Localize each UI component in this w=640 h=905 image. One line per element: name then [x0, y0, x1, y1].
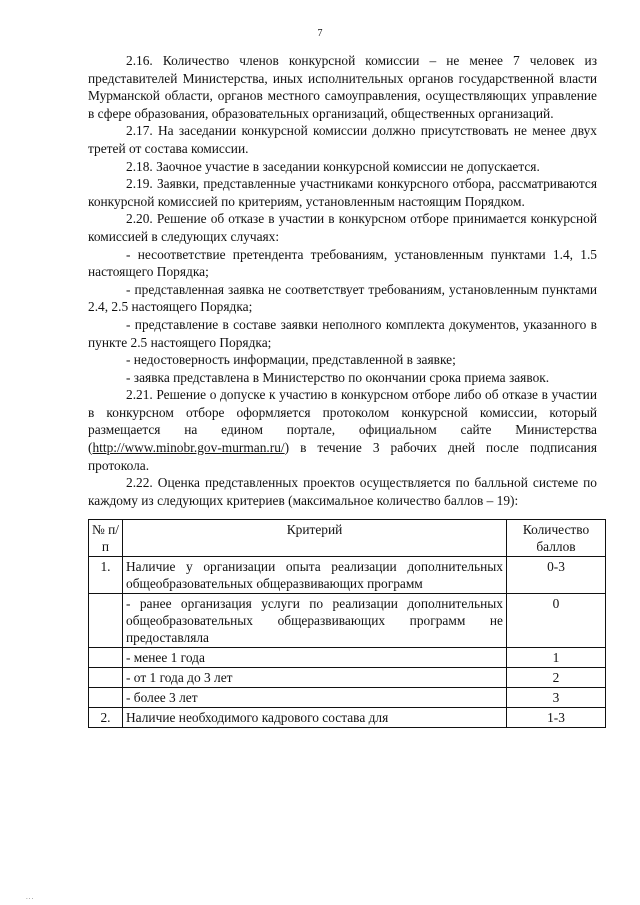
list-item: - несоответствие претендента требованиям, установленным пунктами 1.4, 1.5 настоящего Порядка; [88, 246, 597, 280]
list-item: - представление в составе заявки неполного комплекта документов, указанного в пункте 2.5 настоящего Порядка; [88, 316, 597, 350]
document-body [88, 52, 597, 728]
row-number [89, 594, 123, 648]
list-item: - недостоверность информации, представленной в заявке; [126, 352, 456, 368]
paragraph-2-16: 2.16. Количество членов конкурсной комиссии – не менее 7 человек из представителей Министерства, иных исполнительных органов государственной власти Мурманской области, органов местного самоуправления, осуществляющих управление в сфере образования, образовательных организаций, общественных организаций. [88, 53, 597, 121]
row-number: 1. [89, 557, 123, 594]
row-points: 1 [507, 648, 606, 668]
table-row [89, 594, 606, 648]
row-points: 1-3 [507, 708, 606, 728]
table-row [89, 668, 606, 688]
table-row [89, 648, 606, 668]
paragraph-2-17: 2.17. На заседании конкурсной комиссии должно присутствовать не менее двух третей от состава комиссии. [88, 123, 597, 156]
row-criterion: Наличие у организации опыта реализации дополнительных общеобразовательных общеразвивающих программ [123, 557, 507, 594]
header-number: № п/п [89, 520, 123, 557]
paragraph-2-20: 2.20. Решение об отказе в участии в конкурсном отборе принимается конкурсной комиссией в следующих случаях: [88, 211, 597, 244]
row-criterion: - более 3 лет [123, 688, 507, 708]
row-number [89, 688, 123, 708]
table-row [89, 557, 606, 594]
row-number [89, 648, 123, 668]
page-number: 7 [317, 28, 323, 39]
row-criterion: Наличие необходимого кадрового состава для [123, 708, 507, 728]
paragraph-2-18: 2.18. Заочное участие в заседании конкурсной комиссии не допускается. [126, 158, 540, 174]
paragraph-2-19: 2.19. Заявки, представленные участниками конкурсного отбора, рассматриваются конкурсной комиссией по критериям, установленным настоящим Порядком. [88, 176, 597, 209]
criteria-table [88, 519, 606, 728]
paragraph-2-22: 2.22. Оценка представленных проектов осуществляется по балльной системе по каждому из следующих критериев (максимальное количество баллов – 19): [88, 475, 597, 508]
row-number [89, 668, 123, 688]
row-criterion: - менее 1 года [123, 648, 507, 668]
row-points: 2 [507, 668, 606, 688]
header-points: Количество баллов [507, 520, 606, 557]
row-points: 0-3 [507, 557, 606, 594]
paragraph-2-21-text: 2.21. Решение о допуске к участию в конкурсном отборе либо об отказе в участии в конкурсном отборе оформляется протоколом конкурсной комиссии, который размещается на едином портале, официальном сайте Министерства ( [88, 387, 597, 456]
ministry-website-link[interactable]: http://www.minobr.gov-murman.ru/ [92, 440, 285, 456]
row-points: 0 [507, 594, 606, 648]
list-item: - представленная заявка не соответствует требованиям, установленным пунктами 2.4, 2.5 настоящего Порядка; [88, 281, 597, 315]
row-number: 2. [89, 708, 123, 728]
table-row [89, 708, 606, 728]
paragraph-2-21-text-end: ) в течение 3 рабочих дней после подписания протокола. [88, 440, 597, 473]
header-criterion: Критерий [123, 520, 507, 557]
table-header-row [89, 520, 606, 557]
scan-mark: ... [26, 893, 35, 901]
row-criterion: - ранее организация услуги по реализации дополнительных общеобразовательных общеразвивающих программ не предоставляла [123, 594, 507, 648]
row-points: 3 [507, 688, 606, 708]
list-item: - заявка представлена в Министерство по окончании срока приема заявок. [126, 369, 550, 385]
paragraph-2-21 [88, 386, 597, 474]
row-criterion: - от 1 года до 3 лет [123, 668, 507, 688]
table-row [89, 688, 606, 708]
